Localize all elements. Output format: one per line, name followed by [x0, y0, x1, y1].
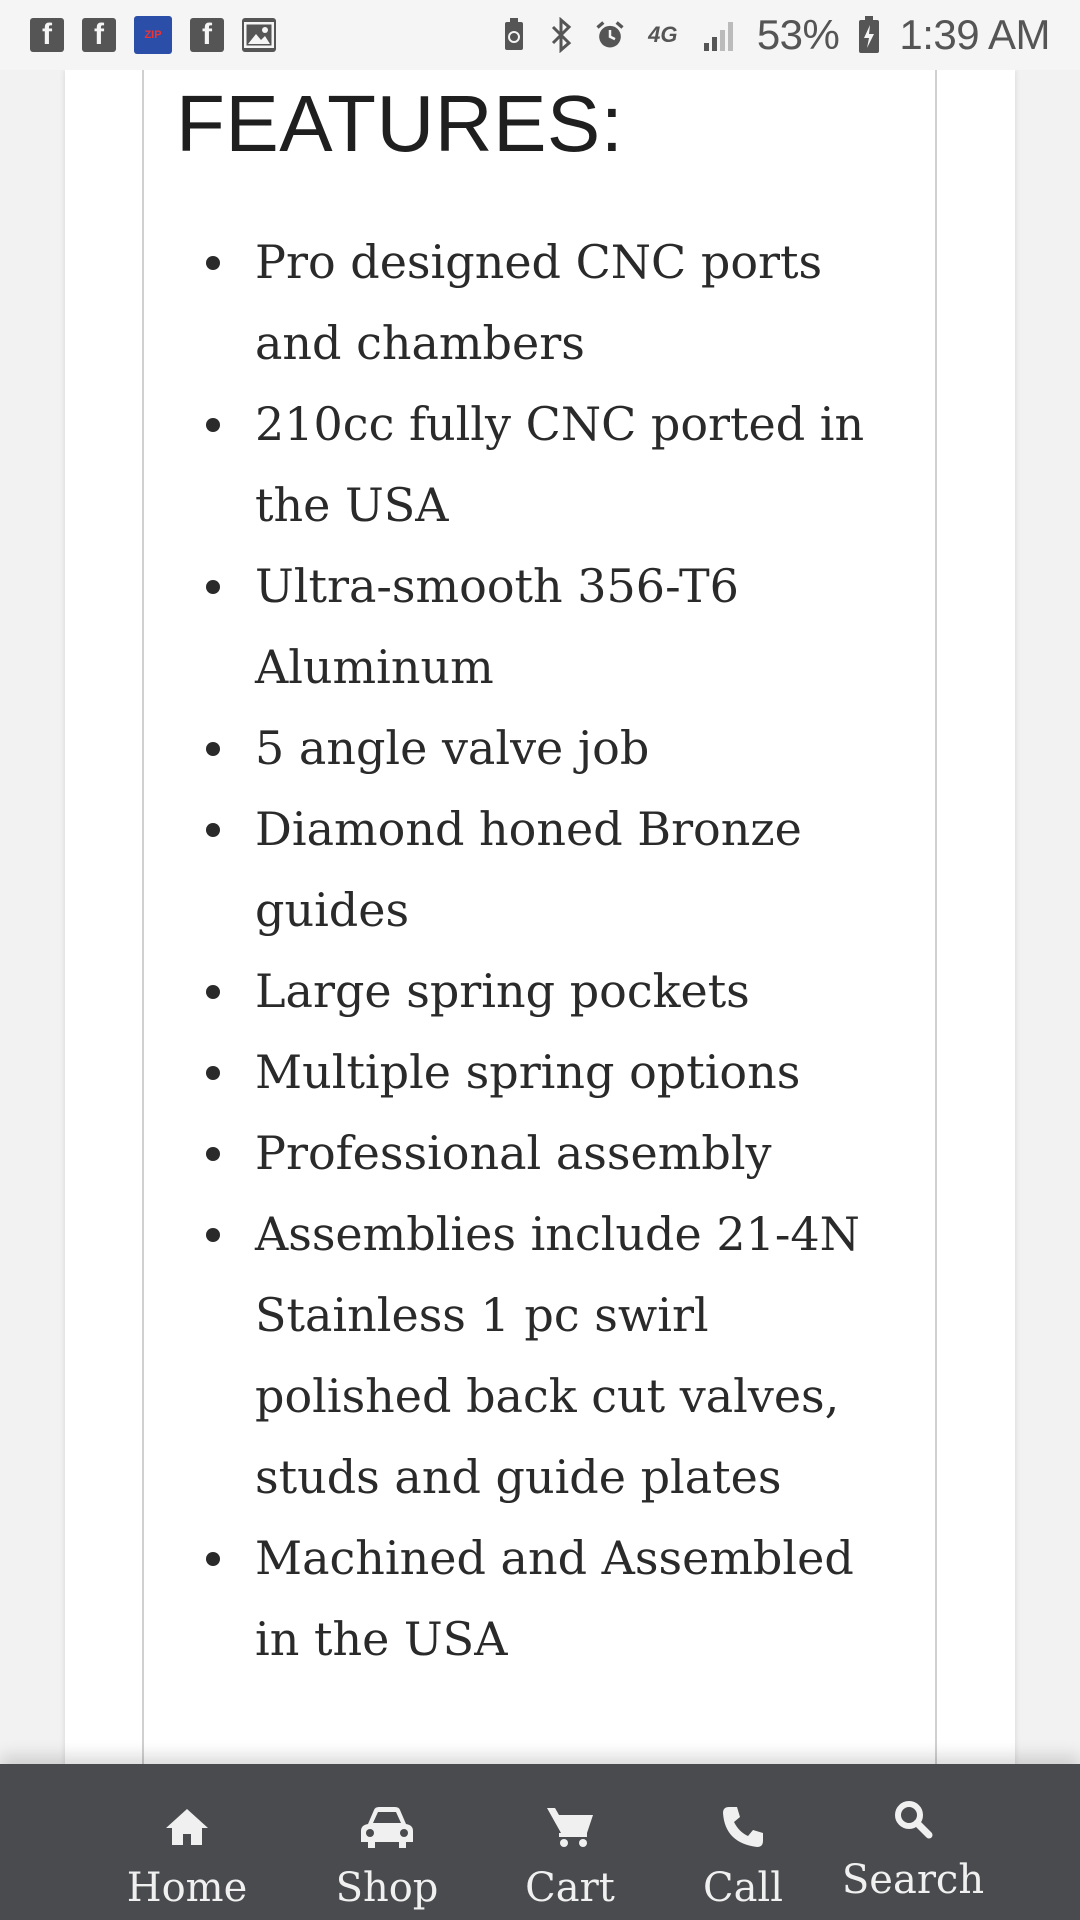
bullet-icon — [206, 823, 220, 837]
feature-item — [255, 951, 890, 1032]
system-status — [499, 11, 1050, 59]
phone-icon — [721, 1802, 765, 1852]
bullet-icon — [206, 1552, 220, 1566]
image-icon — [242, 18, 276, 52]
features-heading: FEATURES: — [176, 79, 624, 168]
status-bar — [0, 0, 1080, 70]
feature-item — [255, 1113, 890, 1194]
nav-shop-label: Shop — [335, 1865, 439, 1911]
feature-text: Large spring pockets — [255, 964, 750, 1018]
app-badge-icon — [134, 16, 172, 54]
car-icon — [358, 1802, 416, 1852]
bullet-icon — [206, 985, 220, 999]
feature-item — [255, 1518, 890, 1680]
feature-item — [255, 708, 890, 789]
feature-text: Assemblies include 21-4N Stainless 1 pc swirl polished back cut valves, studs and guide plates — [255, 1207, 860, 1504]
nav-call-label: Call — [702, 1865, 784, 1911]
battery-saver-icon — [499, 17, 529, 53]
feature-item — [255, 546, 890, 708]
network-label: 4G — [648, 22, 678, 47]
feature-item — [255, 1194, 890, 1518]
nav-shop[interactable] — [322, 1764, 452, 1920]
bottom-nav — [0, 1764, 1080, 1920]
feature-text: Multiple spring options — [255, 1045, 801, 1099]
nav-search[interactable] — [841, 1764, 985, 1920]
cart-icon — [545, 1802, 595, 1852]
nav-home[interactable] — [116, 1764, 258, 1920]
home-icon — [164, 1802, 210, 1852]
feature-item — [255, 789, 890, 951]
notification-icons — [30, 16, 276, 54]
bullet-icon — [206, 1066, 220, 1080]
bullet-icon — [206, 418, 220, 432]
bullet-icon — [206, 580, 220, 594]
feature-text: Ultra-smooth 356-T6 Aluminum — [255, 559, 739, 694]
bullet-icon — [206, 1147, 220, 1161]
nav-cart-label: Cart — [525, 1865, 615, 1911]
feature-text: Pro designed CNC ports and chambers — [255, 235, 823, 370]
bluetooth-icon — [547, 17, 577, 53]
bullet-icon — [206, 742, 220, 756]
nav-search-label: Search — [841, 1857, 985, 1903]
feature-item — [255, 222, 890, 384]
feature-text: 5 angle valve job — [255, 721, 650, 775]
signal-icon — [701, 17, 739, 53]
facebook-icon: f — [190, 18, 224, 52]
battery-icon — [857, 17, 881, 53]
feature-text: 210cc fully CNC ported in the USA — [255, 397, 865, 532]
lte-icon — [643, 17, 683, 53]
feature-item — [255, 384, 890, 546]
battery-percent: 53% — [756, 11, 840, 58]
search-icon — [893, 1794, 933, 1844]
bullet-icon — [206, 256, 220, 270]
facebook-icon: f — [82, 18, 116, 52]
features-list — [200, 222, 890, 1680]
nav-cart[interactable] — [516, 1764, 624, 1920]
feature-text: Machined and Assembled in the USA — [255, 1531, 854, 1666]
alarm-icon — [595, 17, 625, 53]
facebook-icon: f — [30, 18, 64, 52]
nav-home-label: Home — [126, 1865, 248, 1911]
clock: 1:39 AM — [899, 11, 1050, 58]
nav-call[interactable] — [694, 1764, 792, 1920]
feature-text: Professional assembly — [255, 1126, 772, 1180]
app-badge-text: ZIP — [144, 28, 162, 41]
bullet-icon — [206, 1228, 220, 1242]
feature-item — [255, 1032, 890, 1113]
feature-text: Diamond honed Bronze guides — [255, 802, 802, 937]
